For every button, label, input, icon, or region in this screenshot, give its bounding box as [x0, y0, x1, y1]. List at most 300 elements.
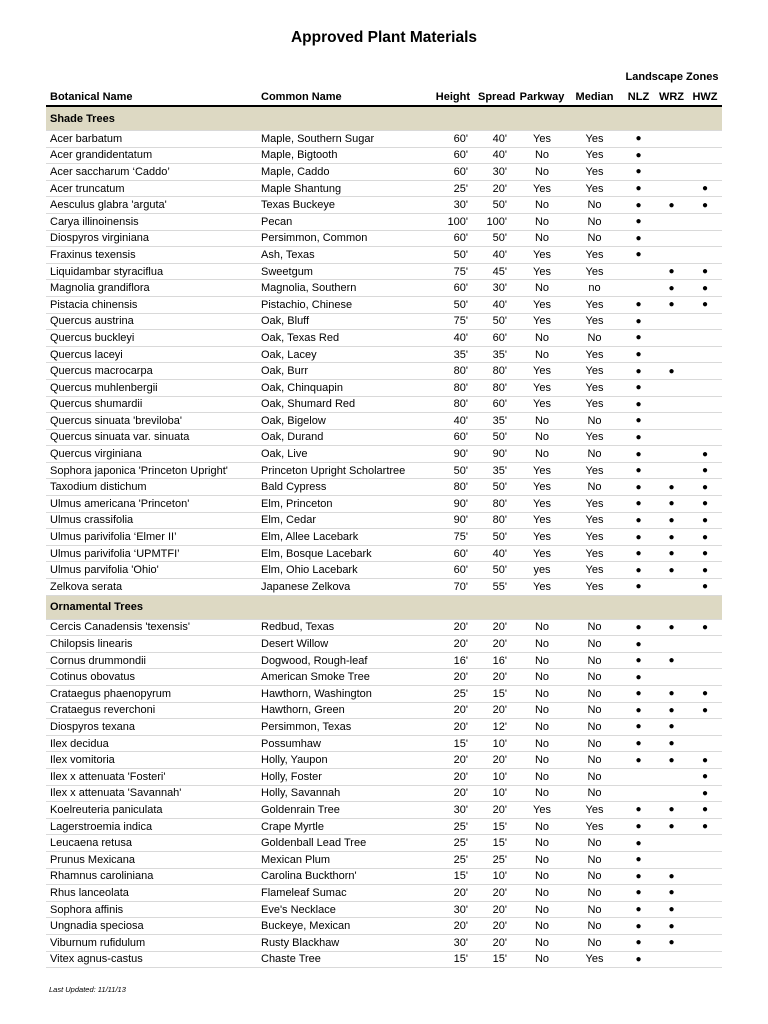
bullet-icon: ●: [635, 531, 642, 543]
botanical-name-cell: Quercus sinuata 'breviloba': [46, 413, 257, 430]
common-name-cell: Elm, Princeton: [257, 496, 424, 513]
wrz-zone-cell: [655, 579, 688, 596]
median-cell: No: [567, 918, 622, 935]
parkway-cell: No: [517, 619, 567, 636]
spread-cell: 10': [474, 868, 517, 885]
nlz-zone-cell: [622, 901, 655, 918]
height-cell: 35': [424, 346, 474, 363]
table-row: [46, 579, 722, 596]
spread-cell: 60': [474, 396, 517, 413]
table-row: [46, 280, 722, 297]
median-cell: No: [567, 636, 622, 653]
section-title: Shade Trees: [46, 106, 722, 131]
hwz-zone-cell: [688, 702, 722, 719]
bullet-icon: ●: [701, 498, 709, 510]
wrz-zone-cell: [655, 131, 688, 148]
botanical-name-cell: Ilex x attenuata 'Fosteri': [46, 768, 257, 785]
bullet-icon: ●: [635, 398, 642, 410]
botanical-name-cell: Viburnum rufidulum: [46, 934, 257, 951]
wrz-zone-cell: [655, 529, 688, 546]
botanical-name-cell: Cornus drummondii: [46, 652, 257, 669]
wrz-zone-cell: [655, 686, 688, 703]
wrz-zone-cell: [655, 263, 688, 280]
table-row: [46, 230, 722, 247]
common-name-cell: Elm, Cedar: [257, 512, 424, 529]
median-cell: No: [567, 686, 622, 703]
parkway-cell: No: [517, 164, 567, 181]
parkway-cell: No: [517, 636, 567, 653]
spread-cell: 40': [474, 131, 517, 148]
botanical-name-cell: Koelreuteria paniculata: [46, 802, 257, 819]
table-row: [46, 496, 722, 513]
nlz-zone-cell: [622, 851, 655, 868]
spread-cell: 20': [474, 901, 517, 918]
bullet-icon: ●: [668, 266, 675, 278]
height-cell: 25': [424, 835, 474, 852]
height-cell: 90': [424, 512, 474, 529]
bullet-icon: ●: [701, 621, 709, 633]
table-row: [46, 818, 722, 835]
median-cell: Yes: [567, 147, 622, 164]
bullet-icon: ●: [701, 704, 709, 716]
table-row: [46, 479, 722, 496]
botanical-name-cell: Carya illinoinensis: [46, 213, 257, 230]
spread-cell: 20': [474, 802, 517, 819]
bullet-icon: ●: [635, 937, 642, 949]
botanical-name-cell: Ilex vomitoria: [46, 752, 257, 769]
parkway-cell: Yes: [517, 396, 567, 413]
nlz-zone-cell: [622, 197, 655, 214]
wrz-zone-cell: [655, 934, 688, 951]
parkway-cell: Yes: [517, 512, 567, 529]
wrz-zone-cell: [655, 180, 688, 197]
height-cell: 20': [424, 785, 474, 802]
parkway-cell: Yes: [517, 263, 567, 280]
bullet-icon: ●: [668, 721, 675, 733]
botanical-name-cell: Acer grandidentatum: [46, 147, 257, 164]
median-cell: Yes: [567, 545, 622, 562]
bullet-icon: ●: [635, 804, 642, 816]
bullet-icon: ●: [635, 514, 642, 526]
parkway-cell: No: [517, 213, 567, 230]
table-row: [46, 868, 722, 885]
median-cell: Yes: [567, 379, 622, 396]
common-name-cell: Maple, Bigtooth: [257, 147, 424, 164]
bullet-icon: ●: [635, 887, 642, 899]
common-name-cell: Oak, Chinquapin: [257, 379, 424, 396]
hwz-zone-cell: [688, 818, 722, 835]
common-name-cell: Oak, Bigelow: [257, 413, 424, 430]
botanical-name-cell: Sophora affinis: [46, 901, 257, 918]
landscape-zones-header: Landscape Zones: [625, 71, 719, 83]
height-cell: 25': [424, 851, 474, 868]
spread-cell: 20': [474, 918, 517, 935]
bullet-icon: ●: [701, 787, 709, 799]
hwz-zone-cell: [688, 562, 722, 579]
wrz-zone-cell: [655, 479, 688, 496]
median-cell: No: [567, 768, 622, 785]
wrz-zone-cell: [655, 446, 688, 463]
botanical-name-cell: Quercus muhlenbergii: [46, 379, 257, 396]
bullet-icon: ●: [635, 953, 642, 965]
median-cell: No: [567, 413, 622, 430]
median-cell: Yes: [567, 131, 622, 148]
common-name-cell: Eve's Necklace: [257, 901, 424, 918]
height-cell: 16': [424, 652, 474, 669]
spread-cell: 50': [474, 197, 517, 214]
common-name-cell: Magnolia, Southern: [257, 280, 424, 297]
table-row: [46, 247, 722, 264]
common-name-cell: Pistachio, Chinese: [257, 296, 424, 313]
median-cell: No: [567, 619, 622, 636]
nlz-zone-cell: [622, 263, 655, 280]
parkway-cell: No: [517, 686, 567, 703]
parkway-cell: No: [517, 835, 567, 852]
height-cell: 15': [424, 951, 474, 968]
common-name-cell: Goldenball Lead Tree: [257, 835, 424, 852]
parkway-cell: No: [517, 918, 567, 935]
table-row: [46, 636, 722, 653]
height-cell: 50': [424, 462, 474, 479]
botanical-name-cell: Ungnadia speciosa: [46, 918, 257, 935]
bullet-icon: ●: [701, 465, 709, 477]
nlz-zone-cell: [622, 147, 655, 164]
bullet-icon: ●: [635, 688, 642, 700]
median-cell: No: [567, 213, 622, 230]
bullet-icon: ●: [668, 920, 675, 932]
bullet-icon: ●: [635, 465, 642, 477]
nlz-zone-cell: [622, 785, 655, 802]
bullet-icon: ●: [635, 166, 642, 178]
parkway-cell: No: [517, 197, 567, 214]
botanical-name-cell: Diospyros virginiana: [46, 230, 257, 247]
plant-table: [46, 84, 722, 968]
nlz-zone-cell: [622, 719, 655, 736]
botanical-name-cell: Ulmus americana 'Princeton': [46, 496, 257, 513]
wrz-zone-cell: [655, 719, 688, 736]
wrz-zone-cell: [655, 330, 688, 347]
bullet-icon: ●: [701, 688, 709, 700]
bullet-icon: ●: [635, 754, 642, 766]
spread-cell: 20': [474, 636, 517, 653]
parkway-cell: No: [517, 768, 567, 785]
parkway-cell: No: [517, 735, 567, 752]
nlz-zone-cell: [622, 496, 655, 513]
wrz-zone-cell: [655, 885, 688, 902]
bullet-icon: ●: [635, 133, 642, 145]
bullet-icon: ●: [635, 149, 642, 161]
botanical-name-cell: Aesculus glabra 'arguta': [46, 197, 257, 214]
nlz-zone-cell: [622, 346, 655, 363]
botanical-name-cell: Fraxinus texensis: [46, 247, 257, 264]
botanical-name-cell: Crataegus phaenopyrum: [46, 686, 257, 703]
common-name-cell: Holly, Yaupon: [257, 752, 424, 769]
height-cell: 25': [424, 686, 474, 703]
median-cell: Yes: [567, 363, 622, 380]
wrz-zone-cell: [655, 313, 688, 330]
wrz-zone-cell: [655, 636, 688, 653]
height-cell: 60': [424, 280, 474, 297]
median-cell: Yes: [567, 579, 622, 596]
wrz-zone-cell: [655, 346, 688, 363]
nlz-zone-cell: [622, 446, 655, 463]
nlz-zone-cell: [622, 752, 655, 769]
parkway-cell: No: [517, 652, 567, 669]
table-row: [46, 835, 722, 852]
col-common-name: Common Name: [257, 84, 424, 106]
parkway-cell: Yes: [517, 479, 567, 496]
nlz-zone-cell: [622, 247, 655, 264]
table-row: [46, 446, 722, 463]
col-spread: Spread: [474, 84, 517, 106]
bullet-icon: ●: [668, 199, 675, 211]
table-row: [46, 768, 722, 785]
wrz-zone-cell: [655, 768, 688, 785]
nlz-zone-cell: [622, 363, 655, 380]
botanical-name-cell: Acer saccharum ‘Caddo’: [46, 164, 257, 181]
nlz-zone-cell: [622, 885, 655, 902]
parkway-cell: No: [517, 752, 567, 769]
table-row: [46, 396, 722, 413]
bullet-icon: ●: [701, 282, 709, 294]
table-row: [46, 619, 722, 636]
bullet-icon: ●: [635, 481, 642, 493]
parkway-cell: Yes: [517, 180, 567, 197]
nlz-zone-cell: [622, 802, 655, 819]
botanical-name-cell: Liquidambar styraciflua: [46, 263, 257, 280]
common-name-cell: Maple Shantung: [257, 180, 424, 197]
botanical-name-cell: Acer barbatum: [46, 131, 257, 148]
height-cell: 20': [424, 619, 474, 636]
bullet-icon: ●: [701, 183, 709, 195]
botanical-name-cell: Rhamnus caroliniana: [46, 868, 257, 885]
table-row: [46, 951, 722, 968]
parkway-cell: Yes: [517, 462, 567, 479]
table-row: [46, 802, 722, 819]
parkway-cell: No: [517, 851, 567, 868]
common-name-cell: Persimmon, Common: [257, 230, 424, 247]
spread-cell: 15': [474, 818, 517, 835]
bullet-icon: ●: [635, 249, 642, 261]
height-cell: 60': [424, 164, 474, 181]
bullet-icon: ●: [701, 754, 709, 766]
nlz-zone-cell: [622, 702, 655, 719]
hwz-zone-cell: [688, 263, 722, 280]
bullet-icon: ●: [668, 621, 675, 633]
nlz-zone-cell: [622, 164, 655, 181]
height-cell: 20': [424, 752, 474, 769]
common-name-cell: American Smoke Tree: [257, 669, 424, 686]
table-row: [46, 330, 722, 347]
table-row: [46, 934, 722, 951]
table-row: [46, 379, 722, 396]
median-cell: Yes: [567, 164, 622, 181]
median-cell: No: [567, 868, 622, 885]
hwz-zone-cell: [688, 363, 722, 380]
height-cell: 20': [424, 768, 474, 785]
bullet-icon: ●: [701, 564, 709, 576]
wrz-zone-cell: [655, 785, 688, 802]
hwz-zone-cell: [688, 802, 722, 819]
botanical-name-cell: Sophora japonica 'Princeton Upright': [46, 462, 257, 479]
nlz-zone-cell: [622, 330, 655, 347]
wrz-zone-cell: [655, 512, 688, 529]
parkway-cell: No: [517, 429, 567, 446]
bullet-icon: ●: [635, 548, 642, 560]
wrz-zone-cell: [655, 296, 688, 313]
spread-cell: 50': [474, 562, 517, 579]
spread-cell: 45': [474, 263, 517, 280]
bullet-icon: ●: [668, 887, 675, 899]
common-name-cell: Desert Willow: [257, 636, 424, 653]
median-cell: No: [567, 446, 622, 463]
wrz-zone-cell: [655, 247, 688, 264]
nlz-zone-cell: [622, 413, 655, 430]
section-header-row: [46, 106, 722, 131]
median-cell: no: [567, 280, 622, 297]
parkway-cell: No: [517, 330, 567, 347]
spread-cell: 80': [474, 512, 517, 529]
botanical-name-cell: Ilex x attenuata 'Savannah': [46, 785, 257, 802]
parkway-cell: No: [517, 230, 567, 247]
hwz-zone-cell: [688, 429, 722, 446]
hwz-zone-cell: [688, 768, 722, 785]
bullet-icon: ●: [668, 564, 675, 576]
nlz-zone-cell: [622, 652, 655, 669]
parkway-cell: No: [517, 901, 567, 918]
spread-cell: 80': [474, 496, 517, 513]
bullet-icon: ●: [635, 216, 642, 228]
hwz-zone-cell: [688, 479, 722, 496]
median-cell: No: [567, 330, 622, 347]
median-cell: Yes: [567, 818, 622, 835]
height-cell: 20': [424, 719, 474, 736]
spread-cell: 20': [474, 934, 517, 951]
nlz-zone-cell: [622, 619, 655, 636]
bullet-icon: ●: [668, 804, 675, 816]
table-row: [46, 669, 722, 686]
nlz-zone-cell: [622, 636, 655, 653]
parkway-cell: No: [517, 951, 567, 968]
bullet-icon: ●: [701, 266, 709, 278]
median-cell: No: [567, 702, 622, 719]
botanical-name-cell: Acer truncatum: [46, 180, 257, 197]
wrz-zone-cell: [655, 868, 688, 885]
table-row: [46, 512, 722, 529]
bullet-icon: ●: [635, 721, 642, 733]
parkway-cell: Yes: [517, 579, 567, 596]
botanical-name-cell: Quercus austrina: [46, 313, 257, 330]
wrz-zone-cell: [655, 197, 688, 214]
parkway-cell: Yes: [517, 131, 567, 148]
common-name-cell: Oak, Lacey: [257, 346, 424, 363]
botanical-name-cell: Quercus macrocarpa: [46, 363, 257, 380]
bullet-icon: ●: [635, 315, 642, 327]
hwz-zone-cell: [688, 918, 722, 935]
nlz-zone-cell: [622, 686, 655, 703]
wrz-zone-cell: [655, 462, 688, 479]
spread-cell: 35': [474, 346, 517, 363]
table-row: [46, 180, 722, 197]
botanical-name-cell: Taxodium distichum: [46, 479, 257, 496]
height-cell: 20': [424, 669, 474, 686]
common-name-cell: Buckeye, Mexican: [257, 918, 424, 935]
botanical-name-cell: Cotinus obovatus: [46, 669, 257, 686]
table-row: [46, 147, 722, 164]
median-cell: Yes: [567, 346, 622, 363]
nlz-zone-cell: [622, 230, 655, 247]
wrz-zone-cell: [655, 835, 688, 852]
hwz-zone-cell: [688, 180, 722, 197]
height-cell: 75': [424, 263, 474, 280]
common-name-cell: Persimmon, Texas: [257, 719, 424, 736]
col-median: Median: [567, 84, 622, 106]
hwz-zone-cell: [688, 719, 722, 736]
table-row: [46, 752, 722, 769]
hwz-zone-cell: [688, 379, 722, 396]
parkway-cell: Yes: [517, 363, 567, 380]
common-name-cell: Mexican Plum: [257, 851, 424, 868]
nlz-zone-cell: [622, 818, 655, 835]
column-header-row: [46, 84, 722, 106]
parkway-cell: No: [517, 818, 567, 835]
height-cell: 20': [424, 885, 474, 902]
height-cell: 90': [424, 446, 474, 463]
spread-cell: 20': [474, 702, 517, 719]
median-cell: Yes: [567, 313, 622, 330]
hwz-zone-cell: [688, 735, 722, 752]
bullet-icon: ●: [668, 688, 675, 700]
common-name-cell: Oak, Bluff: [257, 313, 424, 330]
wrz-zone-cell: [655, 396, 688, 413]
table-body: [46, 106, 722, 968]
botanical-name-cell: Quercus laceyi: [46, 346, 257, 363]
median-cell: Yes: [567, 396, 622, 413]
bullet-icon: ●: [668, 481, 675, 493]
common-name-cell: Japanese Zelkova: [257, 579, 424, 596]
common-name-cell: Holly, Foster: [257, 768, 424, 785]
spread-cell: 60': [474, 330, 517, 347]
bullet-icon: ●: [701, 531, 709, 543]
median-cell: No: [567, 901, 622, 918]
nlz-zone-cell: [622, 835, 655, 852]
parkway-cell: yes: [517, 562, 567, 579]
bullet-icon: ●: [701, 821, 709, 833]
bullet-icon: ●: [701, 481, 709, 493]
bullet-icon: ●: [635, 704, 642, 716]
wrz-zone-cell: [655, 213, 688, 230]
nlz-zone-cell: [622, 735, 655, 752]
height-cell: 80': [424, 396, 474, 413]
height-cell: 40': [424, 413, 474, 430]
parkway-cell: Yes: [517, 296, 567, 313]
table-row: [46, 164, 722, 181]
nlz-zone-cell: [622, 951, 655, 968]
parkway-cell: No: [517, 280, 567, 297]
common-name-cell: Possumhaw: [257, 735, 424, 752]
parkway-cell: No: [517, 413, 567, 430]
bullet-icon: ●: [635, 904, 642, 916]
wrz-zone-cell: [655, 901, 688, 918]
common-name-cell: Rusty Blackhaw: [257, 934, 424, 951]
nlz-zone-cell: [622, 934, 655, 951]
table-row: [46, 131, 722, 148]
hwz-zone-cell: [688, 934, 722, 951]
bullet-icon: ●: [668, 531, 675, 543]
hwz-zone-cell: [688, 197, 722, 214]
spread-cell: 50': [474, 479, 517, 496]
spread-cell: 40': [474, 247, 517, 264]
